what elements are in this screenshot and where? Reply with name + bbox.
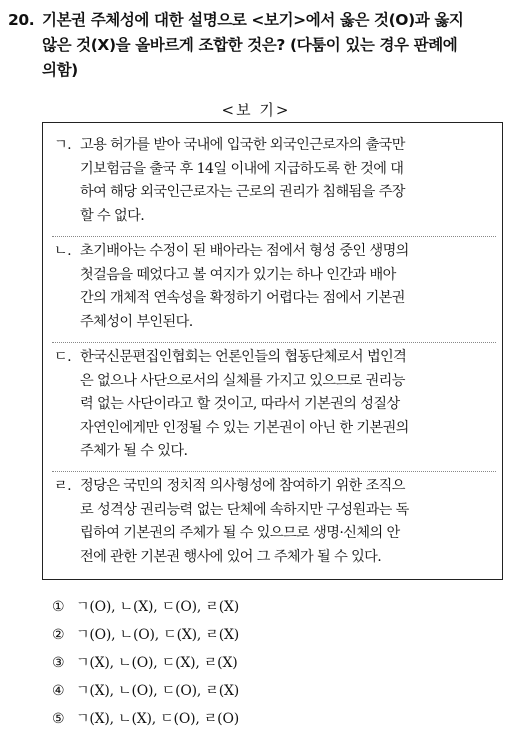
answer-option-2[interactable]: [52, 624, 239, 646]
item-line: 정당은 국민의 정치적 의사형성에 참여하기 위한 조직으: [80, 478, 405, 494]
item-divider: [52, 236, 496, 237]
question-line-2: 않은 것(X)을 올바르게 조합한 것은? (다툼이 있는 경우 판례에: [42, 36, 458, 54]
bogi-item-d: [54, 475, 504, 569]
item-line: 전에 관한 기본권 행사에 있어 그 주체가 될 수 있다.: [80, 548, 382, 565]
item-line: 은 없으나 사단으로서의 실체를 가지고 있으므로 권리능: [80, 372, 405, 389]
item-line: 주체가 될 수 있다.: [80, 443, 188, 459]
item-mark: ㄴ.: [54, 243, 72, 259]
option-text: ㄱ(O), ㄴ(O), ㄷ(X), ㄹ(X): [76, 627, 239, 643]
answer-option-3[interactable]: [52, 652, 237, 674]
item-line: 고용 허가를 받아 국내에 입국한 외국인근로자의 출국만: [80, 137, 405, 153]
answer-option-5[interactable]: [52, 708, 239, 730]
item-mark: ㄷ.: [54, 349, 72, 365]
item-line: 첫걸음을 떼었다고 볼 여지가 있기는 하나 인간과 배아: [80, 266, 396, 283]
item-line: 립하여 기본권의 주체가 될 수 있으므로 생명·신체의 안: [80, 525, 400, 541]
item-line: 기보험금을 출국 후 14일 이내에 지급하도록 한 것에 대: [80, 160, 404, 177]
bogi-item-c: [54, 346, 504, 464]
option-text: ㄱ(X), ㄴ(X), ㄷ(O), ㄹ(O): [76, 711, 239, 727]
answer-option-1[interactable]: [52, 596, 239, 618]
item-line: 할 수 없다.: [80, 207, 145, 224]
answer-option-4[interactable]: [52, 680, 239, 702]
item-line: 주체성이 부인된다.: [80, 313, 193, 330]
option-number: ③: [52, 655, 65, 671]
item-line: 로 성격상 권리능력 없는 단체에 속하지만 구성원과는 독: [80, 501, 409, 518]
question-stem: [8, 8, 508, 83]
item-line: 력 없는 사단이라고 할 것이고, 따라서 기본권의 성질상: [80, 396, 400, 412]
item-line: 하여 해당 외국인근로자는 근로의 권리가 침해됨을 주장: [80, 184, 405, 200]
option-number: ④: [52, 683, 65, 699]
item-divider: [52, 342, 496, 343]
question-number: 20.: [8, 11, 35, 29]
option-text: ㄱ(O), ㄴ(X), ㄷ(O), ㄹ(X): [76, 599, 239, 615]
option-text: ㄱ(X), ㄴ(O), ㄷ(X), ㄹ(X): [76, 655, 238, 671]
bogi-title: <보 기>: [196, 100, 316, 120]
option-text: ㄱ(X), ㄴ(O), ㄷ(O), ㄹ(X): [76, 683, 239, 699]
option-number: ①: [52, 599, 65, 615]
item-line: 간의 개체적 연속성을 확정하기 어렵다는 점에서 기본권: [80, 290, 405, 306]
option-number: ⑤: [52, 711, 65, 727]
item-line: 한국신문편집인협회는 언론인들의 협동단체로서 법인격: [80, 349, 407, 365]
bogi-item-a: [54, 134, 504, 228]
question-line-3: 의함): [42, 61, 78, 79]
question-line-1: 20. 기본권 주체성에 대한 설명으로 <보기>에서 옳은 것(O)과 옳지: [8, 8, 508, 33]
item-mark: ㄹ.: [54, 478, 72, 494]
item-line: 초기배아는 수정이 된 배아라는 점에서 형성 중인 생명의: [80, 243, 409, 259]
bogi-item-b: [54, 240, 504, 334]
item-line: 자연인에게만 인정될 수 있는 기본권이 아닌 한 기본권의: [80, 419, 409, 436]
option-number: ②: [52, 627, 65, 643]
item-mark: ㄱ.: [54, 137, 72, 153]
item-divider: [52, 471, 496, 472]
